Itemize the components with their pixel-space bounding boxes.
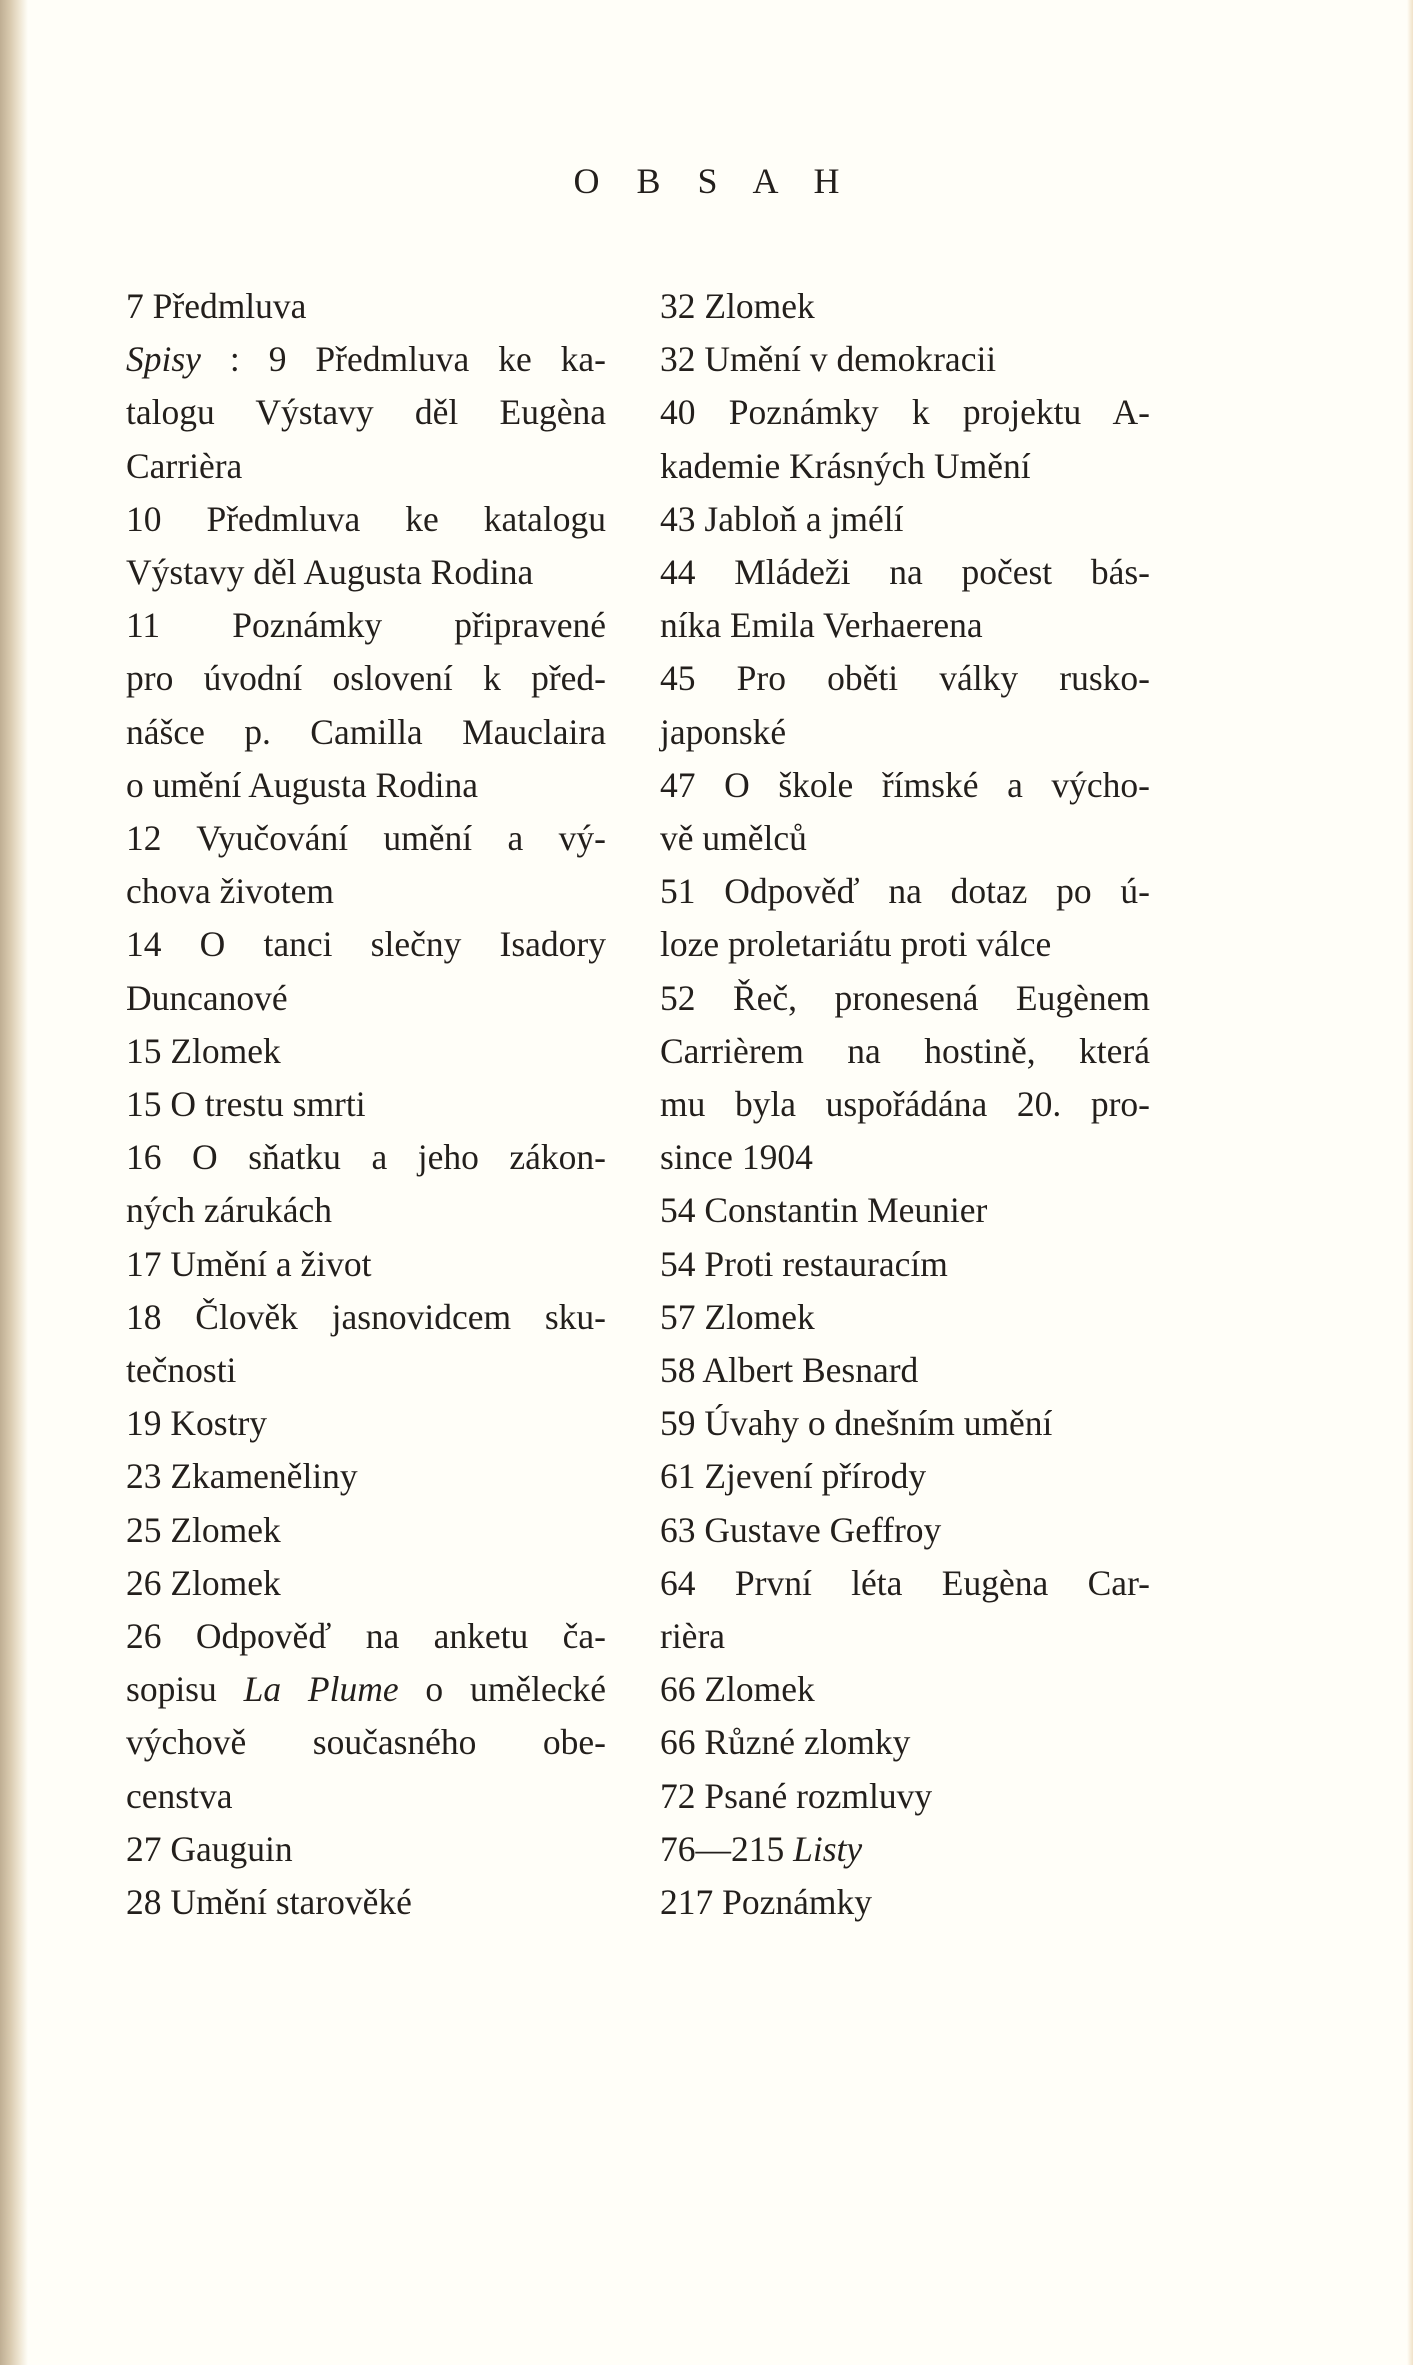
toc-entry-line: 66 Zlomek [660, 1669, 815, 1710]
toc-entry[interactable] [660, 865, 1150, 971]
toc-entry-line: 72 Psané rozmluvy [660, 1775, 933, 1816]
toc-entry-line: 61 Zjevení přírody [660, 1456, 927, 1497]
toc-entry[interactable] [126, 1504, 606, 1557]
toc-entry-line: talogu Výstavy děl Eugèna [126, 392, 606, 433]
toc-entry-line: 217 Poznámky [660, 1882, 872, 1923]
toc-entry[interactable] [660, 1876, 1150, 1929]
toc-right-column [660, 280, 1150, 1929]
toc-entry[interactable] [660, 652, 1150, 758]
page-edge [1407, 0, 1413, 2365]
toc-entry[interactable] [660, 1397, 1150, 1450]
toc-entry[interactable] [660, 1716, 1150, 1769]
toc-entry-line: 27 Gauguin [126, 1828, 293, 1869]
toc-entry-line: 66 Různé zlomky [660, 1722, 911, 1763]
italic-title: La Plume [243, 1669, 399, 1710]
toc-entry[interactable] [126, 1291, 606, 1397]
toc-entry[interactable] [660, 1557, 1150, 1663]
toc-entry-line: níka Emila Verhaerena [660, 605, 983, 646]
toc-entry[interactable] [660, 333, 1150, 386]
toc-entry[interactable] [126, 599, 606, 812]
toc-entry-line: pro úvodní oslovení k před- [126, 658, 606, 699]
toc-entry-line: 43 Jabloň a jmélí [660, 498, 904, 539]
toc-entry[interactable] [660, 759, 1150, 865]
toc-entry[interactable] [660, 1823, 1150, 1876]
toc-entry[interactable] [126, 280, 606, 333]
toc-entry-line: 19 Kostry [126, 1403, 268, 1444]
toc-entry-line: censtva [126, 1775, 233, 1816]
toc-entry[interactable] [660, 546, 1150, 652]
toc-entry[interactable] [126, 333, 606, 493]
toc-entry-line: 10 Předmluva ke katalogu [126, 498, 606, 539]
toc-entry-line: 32 Umění v demokracii [660, 339, 997, 380]
toc-entry[interactable] [126, 1823, 606, 1876]
toc-entry[interactable] [126, 812, 606, 918]
toc-entry-line: 11 Poznámky připravené [126, 605, 606, 646]
toc-entry[interactable] [660, 1238, 1150, 1291]
toc-entry-line: tečnosti [126, 1350, 237, 1391]
toc-entry[interactable] [126, 1078, 606, 1131]
toc-entry[interactable] [126, 1876, 606, 1929]
toc-entry-line: 26 Zlomek [126, 1562, 281, 1603]
toc-entry-line: 45 Pro oběti války rusko- [660, 658, 1150, 699]
toc-entry[interactable] [660, 1184, 1150, 1237]
toc-entry[interactable] [660, 1450, 1150, 1503]
toc-entry-line: chova životem [126, 871, 334, 912]
toc-entry-line: 54 Constantin Meunier [660, 1190, 988, 1231]
toc-entry-line: 12 Vyučování umění a vý- [126, 818, 606, 859]
italic-title: Spisy [126, 339, 201, 380]
toc-entry[interactable] [660, 1344, 1150, 1397]
toc-entry-line: výchově současného obe- [126, 1722, 606, 1763]
toc-entry-line: ných zárukách [126, 1190, 332, 1231]
toc-entry-line: 54 Proti restauracím [660, 1243, 948, 1284]
italic-title: Listy [793, 1828, 863, 1869]
toc-entry[interactable] [660, 1770, 1150, 1823]
toc-entry-line: 47 O škole římské a výcho- [660, 764, 1150, 805]
toc-entry-line: 63 Gustave Geffroy [660, 1509, 942, 1550]
toc-entry-line: 23 Zkameněliny [126, 1456, 358, 1497]
toc-entry-line: Duncanové [126, 977, 288, 1018]
toc-entry[interactable] [126, 1131, 606, 1237]
toc-entry-line: rièra [660, 1616, 726, 1657]
toc-entry-line: japonské [660, 711, 787, 752]
toc-entry[interactable] [126, 1557, 606, 1610]
toc-entry[interactable] [126, 1397, 606, 1450]
toc-entry-line: 16 O sňatku a jeho zákon- [126, 1137, 606, 1178]
toc-entry-line: 17 Umění a život [126, 1243, 372, 1284]
toc-entry-line: 32 Zlomek [660, 286, 815, 326]
toc-entry-line: 25 Zlomek [126, 1509, 281, 1550]
toc-left-column [126, 280, 606, 1929]
toc-entry-line: vě umělců [660, 818, 807, 859]
toc-entry[interactable] [126, 493, 606, 599]
toc-entry-line: mu byla uspořádána 20. pro- [660, 1084, 1150, 1125]
toc-entry[interactable] [660, 386, 1150, 492]
toc-entry-line: 59 Úvahy o dnešním umění [660, 1403, 1053, 1444]
toc-entry-line: 28 Umění starověké [126, 1882, 412, 1923]
toc-entry-line: nášce p. Camilla Mauclaira [126, 711, 606, 752]
toc-entry[interactable] [126, 918, 606, 1024]
toc-entry[interactable] [660, 972, 1150, 1185]
book-spine-shadow [0, 0, 28, 2365]
toc-entry-line: Spisy : 9 Předmluva ke ka- [126, 339, 606, 380]
toc-entry-line: 51 Odpověď na dotaz po ú- [660, 871, 1150, 912]
toc-entry-line: Carrièra [126, 445, 243, 486]
toc-entry-line: Výstavy děl Augusta Rodina [126, 552, 534, 593]
toc-entry[interactable] [126, 1610, 606, 1823]
toc-entry-line: 15 Zlomek [126, 1030, 281, 1071]
toc-entry-line: 52 Řeč, pronesená Eugènem [660, 977, 1150, 1018]
toc-entry[interactable] [660, 1504, 1150, 1557]
toc-entry-line: 14 O tanci slečny Isadory [126, 924, 606, 965]
toc-entry-line: o umění Augusta Rodina [126, 764, 479, 805]
toc-entry[interactable] [660, 1663, 1150, 1716]
toc-entry-line: kademie Krásných Umění [660, 445, 1031, 486]
toc-entry-line: 40 Poznámky k projektu A- [660, 392, 1150, 433]
toc-entry-line: 26 Odpověď na anketu ča- [126, 1616, 606, 1657]
toc-entry[interactable] [126, 1450, 606, 1503]
toc-entry-line: 58 Albert Besnard [660, 1350, 919, 1391]
toc-entry[interactable] [660, 1291, 1150, 1344]
toc-entry-line: 57 Zlomek [660, 1296, 815, 1337]
toc-entry-line: since 1904 [660, 1137, 813, 1178]
toc-entry-line: 64 První léta Eugèna Car- [660, 1562, 1150, 1603]
toc-entry[interactable] [126, 1238, 606, 1291]
toc-entry-line: sopisu La Plume o umělecké [126, 1669, 606, 1710]
toc-entry[interactable] [126, 1025, 606, 1078]
page-title: O B S A H [573, 161, 854, 201]
toc-entry-line: 15 O trestu smrti [126, 1084, 366, 1125]
toc-entry-line: 18 Člověk jasnovidcem sku- [126, 1296, 606, 1337]
toc-entry-line: 7 Předmluva [126, 286, 307, 326]
toc-entry-line: loze proletariátu proti válce [660, 924, 1052, 965]
toc-entry[interactable] [660, 493, 1150, 546]
toc-entry-line: 76—215 Listy [660, 1828, 863, 1869]
toc-entry[interactable] [660, 280, 1150, 333]
toc-entry-line: 44 Mládeži na počest bás- [660, 552, 1150, 593]
toc-entry-line: Carrièrem na hostině, která [660, 1030, 1150, 1071]
